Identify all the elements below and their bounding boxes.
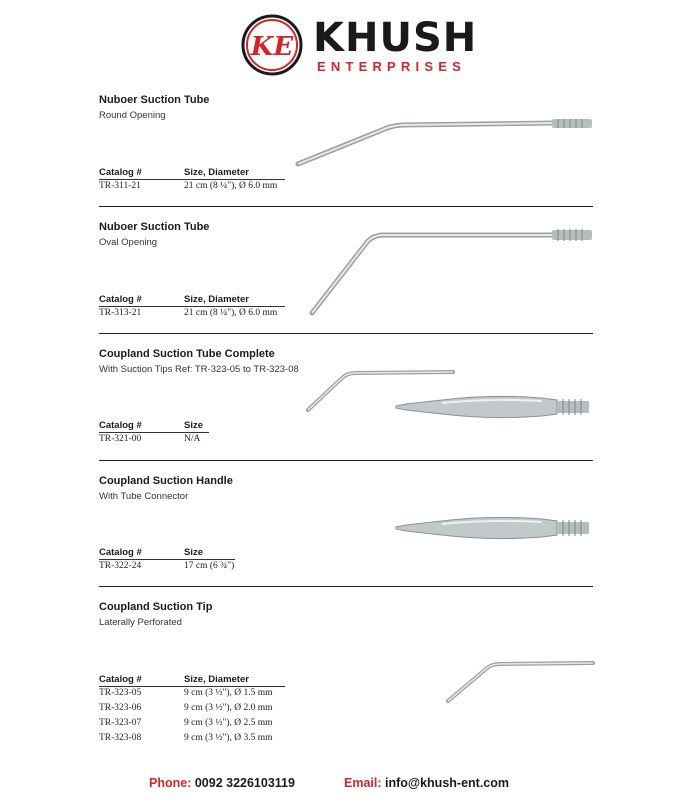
- table-rule: [99, 686, 285, 687]
- nuboer-oval-tube-image: [300, 225, 600, 320]
- footer-phone: [149, 776, 295, 790]
- table-rule: [99, 179, 285, 180]
- product-subtitle: Round Opening: [99, 110, 166, 121]
- product-subtitle: Laterally Perforated: [99, 617, 182, 628]
- section-divider: [99, 460, 593, 461]
- size-header: Size: [184, 420, 204, 431]
- product-title: Coupland Suction Tip: [99, 601, 213, 613]
- size-value: 9 cm (3 ½"), Ø 2.0 mm: [184, 703, 273, 713]
- company-logo: [241, 14, 478, 78]
- email-label: Email:: [344, 776, 382, 790]
- product-title: Nuboer Suction Tube: [99, 221, 210, 233]
- product-title: Nuboer Suction Tube: [99, 94, 210, 106]
- size-value: 21 cm (8 ¼"), Ø 6.0 mm: [184, 308, 278, 318]
- brand-name: KHUSH: [313, 15, 478, 61]
- coupland-suction-tip-image: [440, 655, 600, 710]
- product-subtitle: Oval Opening: [99, 237, 158, 248]
- size-header: Size, Diameter: [184, 167, 249, 178]
- brand-tagline: ENTERPRISES: [317, 59, 466, 74]
- nuboer-round-tube-image: [290, 112, 595, 172]
- size-value: 21 cm (8 ¼"), Ø 6.0 mm: [184, 181, 278, 191]
- size-value: 17 cm (6 ¾"): [184, 561, 235, 571]
- size-value: 9 cm (3 ½"), Ø 2.5 mm: [184, 718, 273, 728]
- table-rule: [99, 559, 235, 560]
- logo-monogram: KE: [250, 32, 294, 62]
- size-value: 9 cm (3 ½"), Ø 3.5 mm: [184, 733, 273, 743]
- catalog-number: TR-322-24: [99, 561, 142, 571]
- phone-label: Phone:: [149, 776, 192, 790]
- catalog-number: TR-323-08: [99, 733, 142, 743]
- product-title: Coupland Suction Tube Complete: [99, 348, 275, 360]
- email-address[interactable]: info@khush-ent.com: [385, 776, 509, 790]
- catalog-number: TR-311-21: [99, 181, 141, 191]
- size-value: 9 cm (3 ½"), Ø 1.5 mm: [184, 688, 273, 698]
- logo-emblem-icon: [241, 14, 303, 76]
- catalog-header: Catalog #: [99, 674, 142, 685]
- size-header: Size, Diameter: [184, 294, 249, 305]
- catalog-number: TR-323-06: [99, 703, 142, 713]
- catalog-header: Catalog #: [99, 294, 142, 305]
- section-divider: [99, 206, 593, 207]
- section-divider: [99, 586, 593, 587]
- product-subtitle: With Suction Tips Ref: TR-323-05 to TR-323-08: [99, 364, 299, 375]
- phone-number[interactable]: 0092 3226103119: [194, 776, 295, 790]
- catalog-number: TR-323-05: [99, 688, 142, 698]
- footer-email: [344, 776, 509, 790]
- size-header: Size: [184, 547, 204, 558]
- table-rule: [99, 306, 285, 307]
- catalog-header: Catalog #: [99, 167, 142, 178]
- catalog-number: TR-321-00: [99, 434, 142, 444]
- table-rule: [99, 432, 209, 433]
- catalog-number: TR-323-07: [99, 718, 142, 728]
- section-divider: [99, 333, 593, 334]
- coupland-handle-image: [392, 513, 597, 545]
- product-title: Coupland Suction Handle: [99, 475, 233, 487]
- catalog-number: TR-313-21: [99, 308, 142, 318]
- coupland-handle-image: [392, 392, 597, 424]
- catalog-header: Catalog #: [99, 420, 142, 431]
- size-value: N/A: [184, 434, 201, 444]
- size-header: Size, Diameter: [184, 674, 249, 685]
- product-subtitle: With Tube Connector: [99, 491, 189, 502]
- catalog-header: Catalog #: [99, 547, 142, 558]
